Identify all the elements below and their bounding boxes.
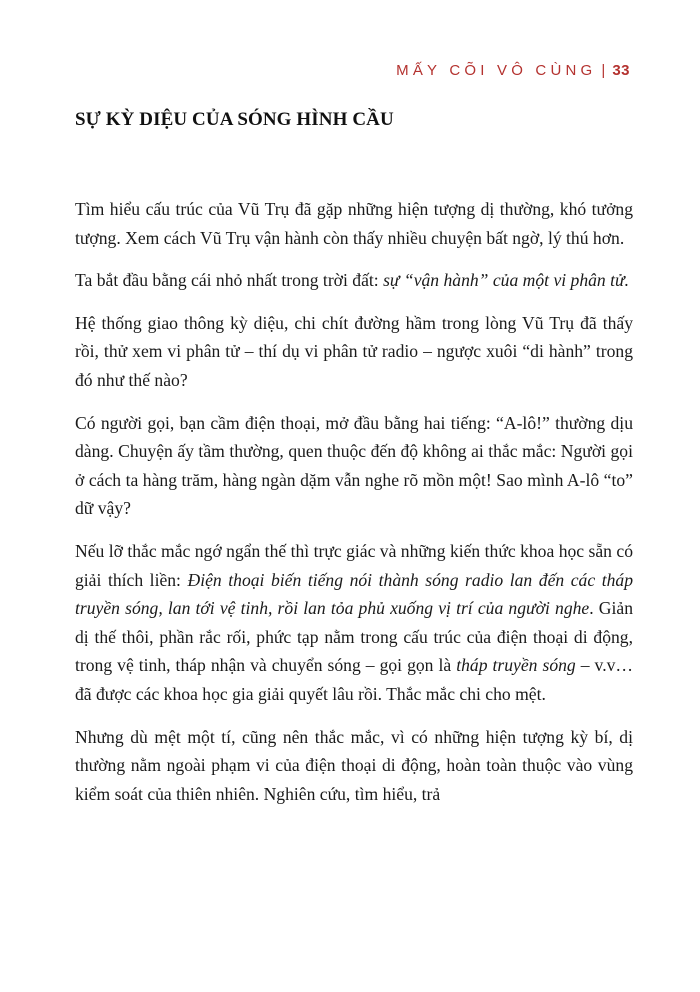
paragraph-4: Có người gọi, bạn cầm điện thoại, mở đầu bằng hai tiếng: “A-lô!” thường dịu dàng. Chuyện ấy tầm thường, quen thuộc đến độ không ai thắc mắc: Người gọi ở cách ta hàng trăm, hàng ngàn dặm vẫn nghe rõ mồn một! Sao mình A-lô “to” dữ vậy?: [75, 412, 633, 519]
body-text: [75, 195, 633, 822]
paragraph-5-emphasis-2: tháp truyền sóng: [456, 655, 576, 676]
paragraph-3: Hệ thống giao thông kỳ diệu, chi chít đường hầm trong lòng Vũ Trụ đã thấy rồi, thử xem vi phân tử – thí dụ vi phân tử radio – ngược xuôi “di hành” trong đó như thế nào?: [75, 312, 633, 390]
paragraph-5: [75, 537, 633, 709]
paragraph-5-emphasis-1: Điện thoại biến tiếng nói thành sóng radio lan đến các tháp truyền sóng, lan tới vệ tinh, rồi lan tỏa phủ xuống vị trí của người nghe: [75, 569, 634, 619]
book-title: MẤY CÕI VÔ CÙNG: [396, 62, 597, 79]
paragraph-5-text-1: Nếu lỡ thắc mắc ngớ ngẩn thế thì trực giác và những kiến thức khoa học sẵn có giải thích liền:: [75, 540, 633, 590]
paragraph-5-text-2: . Giản dị thế thôi, phần rắc rối, phức tạp nằm trong cấu trúc của điện thoại di động, trong vệ tinh, tháp nhận và chuyển sóng – gọi gọn là: [75, 598, 633, 676]
paragraph-1: Tìm hiểu cấu trúc của Vũ Trụ đã gặp những hiện tượng dị thường, khó tưởng tượng. Xem cách Vũ Trụ vận hành còn thấy nhiều chuyện bất ngờ, lý thú hơn.: [75, 199, 633, 248]
paragraph-5-text-3: – v.v… đã được các khoa học gia giải quyết lâu rồi. Thắc mắc chi cho mệt.: [75, 655, 633, 704]
paragraph-2: [75, 266, 633, 295]
header-separator: |: [601, 62, 606, 79]
paragraph-2-text: Ta bắt đầu bằng cái nhỏ nhất trong trời đất:: [75, 270, 384, 291]
page-number: 33: [612, 62, 630, 79]
running-header: [396, 60, 630, 82]
chapter-title: SỰ KỲ DIỆU CỦA SÓNG HÌNH CẦU: [75, 109, 394, 130]
paragraph-6: Nhưng dù mệt một tí, cũng nên thắc mắc, vì có những hiện tượng kỳ bí, dị thường nằm ngoài phạm vi của điện thoại di động, hoàn toàn thuộc vào vùng kiểm soát của thiên nhiên. Nghiên cứu, tìm hiểu, trả: [75, 726, 633, 804]
paragraph-2-emphasis: sự “vận hành” của một vi phân tử.: [383, 270, 630, 291]
